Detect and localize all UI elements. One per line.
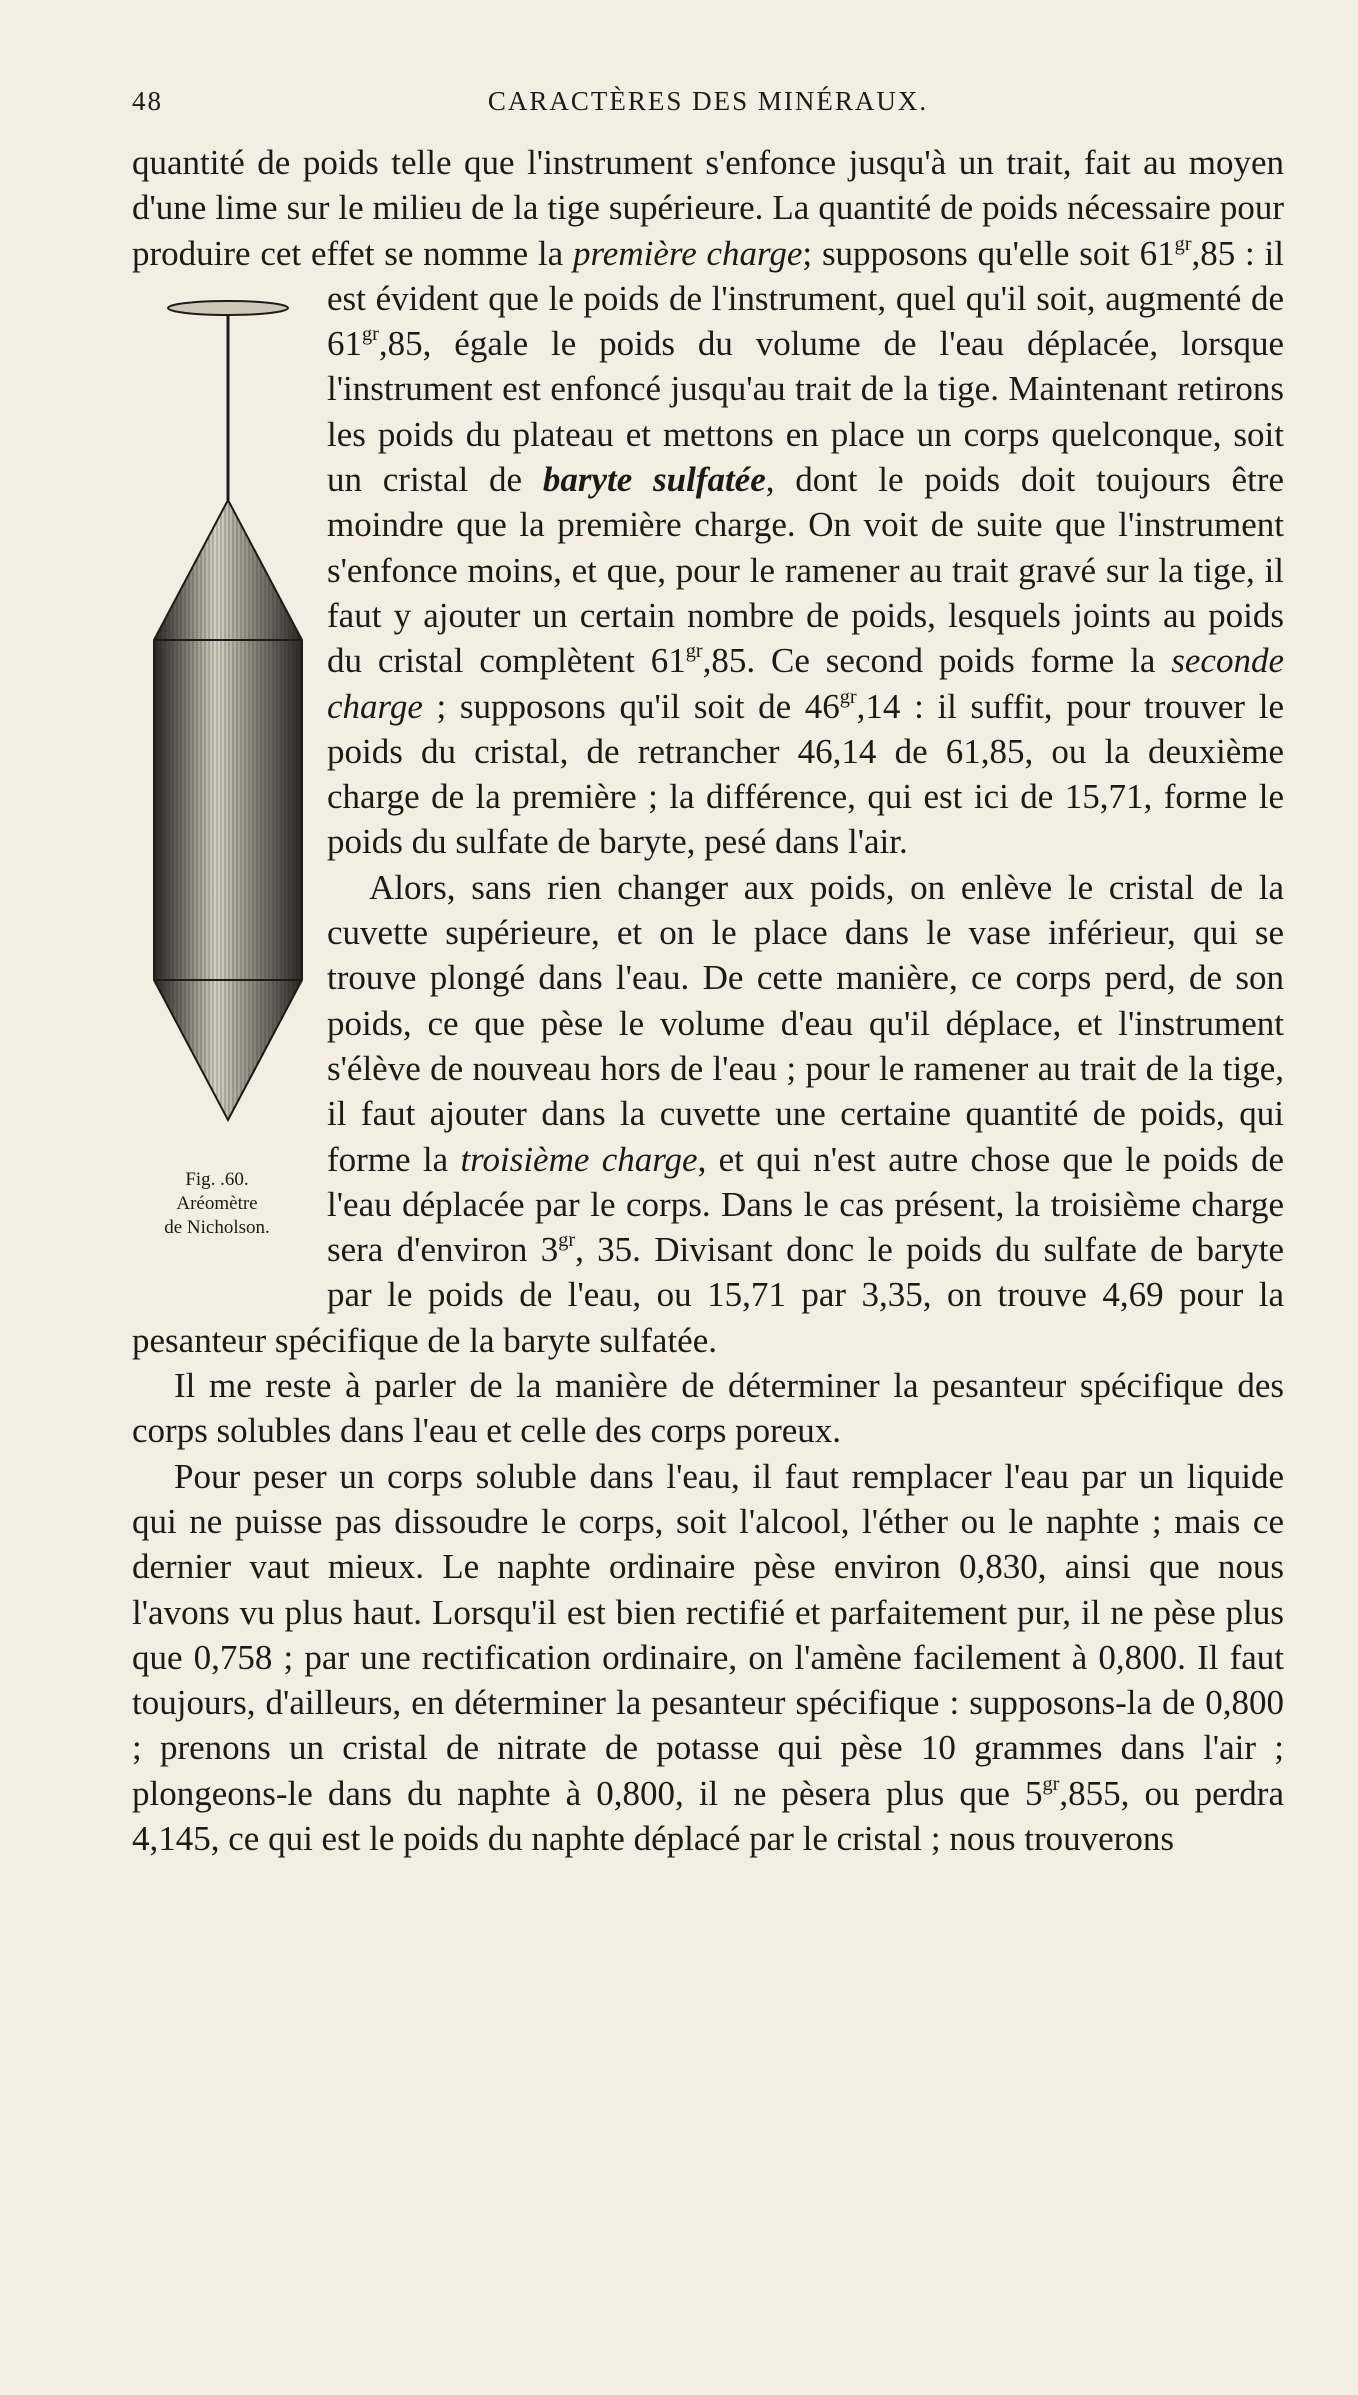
caption-line: de Nicholson. bbox=[164, 1216, 270, 1238]
running-title: CARACTÈRES DES MINÉRAUX. bbox=[487, 86, 929, 116]
text-run: quantité de poids telle que l'instrument s'enfonce jusqu'à un trait, fait au moyen d'une lime sur le milieu de la tige supérieure. La quantité de poids nécessaire pour produire cet effet se nomme la bbox=[132, 143, 1284, 273]
unit-superscript: gr bbox=[1174, 232, 1192, 255]
unit-superscript: gr bbox=[685, 640, 703, 663]
text-run: ; supposons qu'elle soit 61 bbox=[802, 233, 1175, 273]
text-run: ,855, ou perdra 4,145, ce qui est le poids du naphte déplacé par le cristal ; nous trouverons bbox=[132, 1773, 1284, 1858]
unit-superscript: gr bbox=[558, 1228, 576, 1251]
body-text bbox=[132, 140, 1284, 1861]
text-run: ,85, égale le poids du volume de l'eau déplacée, lorsque l'instrument est enfoncé jusqu'au trait de la tige. Maintenant retirons les poids du plateau et mettons en place un corps quelconque, soit un cristal de bbox=[327, 324, 1284, 500]
italic-term: troisième charge bbox=[460, 1139, 698, 1179]
caption-line: Fig. .60. bbox=[185, 1168, 249, 1190]
unit-superscript: gr bbox=[362, 322, 379, 345]
text-run: ,14 : il suffit, pour trouver le poids du cristal, de retrancher 46,14 de 61,85, ou la deuxième charge de la première ; la différence, qui est ici de 15,71, forme le poids du sulfate de baryte, pesé dans l'air. bbox=[327, 686, 1284, 862]
unit-superscript: gr bbox=[839, 685, 857, 708]
paragraph bbox=[132, 1363, 1284, 1454]
page-number: 48 bbox=[132, 86, 163, 116]
text-run: Pour peser un corps soluble dans l'eau, il faut remplacer l'eau par un liquide qui ne puisse pas dissoudre le corps, soit l'alcool, l'éther ou le naphte ; mais ce dernier vaut mieux. Le naphte ordinaire pèse environ 0,830, ainsi que nous l'avons vu plus haut. Lorsqu'il est bien rectifié et parfaitement pur, il ne pèse plus que 0,758 ; par une rectification ordinaire, on l'amène facilement à 0,800. Il faut toujours, d'ailleurs, en déterminer la pesanteur spécifique : supposons-la de 0,800 ; prenons un cristal de nitrate de potasse qui pèse 10 grammes dans l'air ; plongeons-le dans du naphte à 0,800, il ne pèsera plus que 5 bbox=[132, 1456, 1284, 1813]
paragraph bbox=[132, 1454, 1284, 1862]
text-run: Il me reste à parler de la manière de déterminer la pesanteur spécifique des corps solubles dans l'eau et celle des corps poreux. bbox=[132, 1366, 1284, 1451]
text-run: , dont le poids doit toujours être moindre que la première charge. On voit de suite que l'instrument s'enfonce moins, et que, pour le ramener au trait gravé sur la tige, il faut y ajouter un certain nombre de poids, lesquels joints au poids du cristal complètent 61 bbox=[327, 460, 1284, 681]
page-header bbox=[132, 86, 1284, 140]
text-run: ; supposons qu'il soit de 46 bbox=[422, 686, 840, 726]
figure-hydrometer bbox=[132, 280, 319, 1300]
text-run: , 35. Divisant donc le poids du sulfate de baryte par le poids de l'eau, ou 15,71 par 3,35, on trouve 4,69 pour la pesanteur spécifique de la baryte sulfatée. bbox=[132, 1230, 1284, 1360]
text-run: Alors, sans rien changer aux poids, on enlève le cristal de la cuvette supérieure, et on le place dans le vase inférieur, qui se trouve plongé dans l'eau. De cette manière, ce corps perd, de son poids, ce que pèse le volume d'eau qu'il déplace, et l'instrument s'élève de nouveau hors de l'eau ; pour le ramener au trait de la tige, il faut ajouter dans la cuvette une certaine quantité de poids, qui forme la bbox=[327, 867, 1284, 1179]
italic-term: seconde charge bbox=[327, 641, 1284, 726]
figure-caption bbox=[112, 1168, 322, 1240]
caption-line: Aréomètre bbox=[176, 1192, 258, 1214]
book-page bbox=[132, 86, 1284, 1861]
unit-superscript: gr bbox=[1042, 1772, 1060, 1795]
text-run: , et qui n'est autre chose que le poids de l'eau déplacée par le corps. Dans le cas présent, la troisième charge sera d'environ 3 bbox=[327, 1139, 1285, 1270]
text-run: ,85 : il est évident que bbox=[327, 233, 1284, 318]
text-run: ,85. Ce second poids forme la bbox=[702, 641, 1172, 681]
nicholson-hydrometer-illustration bbox=[132, 280, 319, 1160]
emphasized-term: baryte sulfatée bbox=[542, 460, 766, 500]
italic-term: première charge bbox=[572, 233, 803, 273]
text-run: le poids de l'instrument, quel qu'il soit, augmenté de 61 bbox=[327, 278, 1284, 364]
